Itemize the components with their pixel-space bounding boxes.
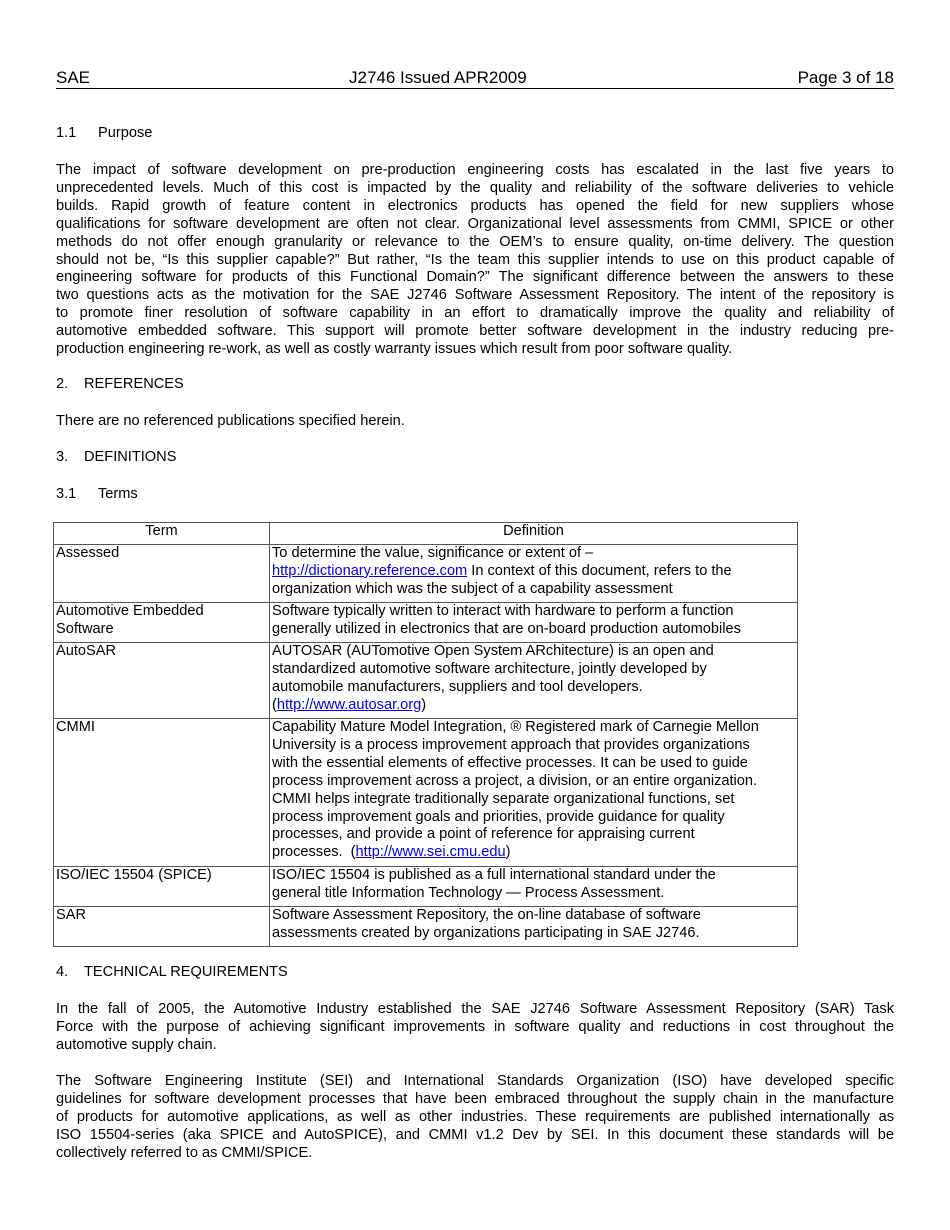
column-header-term: Term bbox=[54, 523, 270, 545]
term-cell bbox=[54, 643, 270, 719]
definition-cell bbox=[270, 867, 798, 907]
page-header bbox=[56, 68, 894, 89]
definition-text: processes, and provide a point of reference for appraising current bbox=[272, 826, 695, 843]
definition-text: ) bbox=[505, 844, 511, 861]
definition-text: To determine the value, significance or extent of – bbox=[272, 545, 594, 561]
section-title: Terms bbox=[98, 486, 138, 502]
term-cell bbox=[54, 907, 270, 947]
definition-text: Capability Mature Model Integration, ® Registered mark of Carnegie Mellon bbox=[272, 719, 759, 735]
definition-text: process improvement goals and priorities, provide guidance for quality bbox=[272, 808, 725, 825]
section-number: 3.1 bbox=[56, 486, 77, 502]
term-text: CMMI bbox=[56, 719, 95, 735]
text-line: In the fall of 2005, the Automotive Industry established the SAE J2746 Software Assessment Repository (SAR) Task bbox=[56, 1001, 894, 1017]
table-row bbox=[54, 603, 798, 643]
definition-text: standardized automotive software architecture, jointly developed by bbox=[272, 660, 707, 677]
term-cell bbox=[54, 545, 270, 603]
definition-text: processes. ( bbox=[272, 844, 356, 861]
text-line: ISO 15504-series (aka SPICE and AutoSPICE), and CMMI v1.2 Dev by SEI. In this document these standards will be bbox=[56, 1126, 894, 1143]
definition-text: AUTOSAR (AUTomotive Open System ARchitecture) is an open and bbox=[272, 643, 714, 659]
text-line: collectively referred to as CMMI/SPICE. bbox=[56, 1144, 313, 1161]
terms-table bbox=[53, 522, 798, 947]
definition-text: ISO/IEC 15504 is published as a full international standard under the bbox=[272, 867, 716, 883]
section-title: Purpose bbox=[98, 125, 153, 141]
text-line: The impact of software development on pre-production engineering costs has escalated in the last five years to bbox=[56, 162, 894, 178]
definition-text: Software Assessment Repository, the on-line database of software bbox=[272, 907, 701, 923]
table-header-row bbox=[54, 523, 798, 545]
definition-text: ( bbox=[272, 696, 277, 713]
definition-text: general title Information Technology — Process Assessment. bbox=[272, 884, 665, 901]
term-text: ISO/IEC 15504 (SPICE) bbox=[56, 867, 212, 883]
term-text: AutoSAR bbox=[56, 643, 117, 659]
definition-text: In context of this document, refers to the bbox=[467, 562, 732, 579]
column-header-definition: Definition bbox=[270, 523, 798, 545]
section-title: DEFINITIONS bbox=[84, 449, 177, 465]
section-1-1-heading bbox=[56, 125, 894, 143]
text-line: engineering software for products of this Functional Domain?” The significant difference between the answers to these bbox=[56, 269, 894, 286]
dictionary-link[interactable]: http://dictionary.reference.com bbox=[272, 562, 468, 579]
text-line: production engineering re-work, as well as costly warranty issues which result from poor software quality. bbox=[56, 341, 733, 358]
table-row bbox=[54, 867, 798, 907]
text-line: The Software Engineering Institute (SEI) and International Standards Organization (ISO) have developed specific bbox=[56, 1073, 894, 1089]
definition-text: assessments created by organizations participating in SAE J2746. bbox=[272, 924, 700, 941]
term-cell bbox=[54, 719, 270, 867]
text-line: automotive supply chain. bbox=[56, 1036, 217, 1053]
purpose-paragraph bbox=[56, 162, 894, 359]
definition-text: CMMI helps integrate traditionally separate organizational functions, set bbox=[272, 790, 735, 807]
definition-cell bbox=[270, 603, 798, 643]
section-title: TECHNICAL REQUIREMENTS bbox=[84, 964, 288, 980]
definition-cell bbox=[270, 719, 798, 867]
definition-cell bbox=[270, 545, 798, 603]
table-row bbox=[54, 719, 798, 867]
definition-text: organization which was the subject of a capability assessment bbox=[272, 580, 673, 597]
header-page-number: Page 3 of 18 bbox=[797, 68, 894, 87]
header-doc-id: J2746 Issued APR2009 bbox=[349, 68, 527, 87]
text-line: of products for automotive applications, as well as other industries. These requirements are published internationally as bbox=[56, 1108, 894, 1125]
text-line: to promote finer resolution of software capability in an effort to dramatically improve the quality and reliability of bbox=[56, 305, 894, 322]
term-cell bbox=[54, 603, 270, 643]
table-row bbox=[54, 643, 798, 719]
text-line: builds. Rapid growth of feature content in electronics products has opened the field for new suppliers whose bbox=[56, 197, 894, 214]
section-number: 2. bbox=[56, 376, 69, 392]
definition-text: ) bbox=[421, 696, 427, 713]
definition-cell bbox=[270, 643, 798, 719]
term-cell bbox=[54, 867, 270, 907]
definition-text: Software typically written to interact with hardware to perform a function bbox=[272, 603, 734, 619]
text-line: unprecedented levels. Much of this cost is impacted by the quality and reliability of the software deliveries to vehicle bbox=[56, 179, 894, 196]
definition-text: University is a process improvement approach that provides organizations bbox=[272, 736, 750, 753]
autosar-link[interactable]: http://www.autosar.org bbox=[276, 696, 422, 713]
definition-text: automobile manufacturers, suppliers and tool developers. bbox=[272, 678, 643, 695]
term-text: SAR bbox=[56, 907, 87, 923]
section-number: 1.1 bbox=[56, 125, 77, 141]
table-row bbox=[54, 907, 798, 947]
definition-text: generally utilized in electronics that are on-board production automobiles bbox=[272, 620, 741, 637]
term-text: Assessed bbox=[56, 545, 120, 561]
technical-paragraph-2 bbox=[56, 1073, 894, 1163]
section-title: REFERENCES bbox=[84, 376, 184, 392]
definition-cell bbox=[270, 907, 798, 947]
section-3-1-heading bbox=[56, 486, 894, 504]
section-4-heading bbox=[56, 964, 894, 982]
table-row bbox=[54, 545, 798, 603]
definition-text: process improvement across a project, a division, or an entire organization. bbox=[272, 772, 758, 789]
section-number: 4. bbox=[56, 964, 69, 980]
text-line: qualifications for software development are often not clear. Organizational level assessments from CMMI, SPICE or other bbox=[56, 215, 894, 232]
text-line: should not be, “Is this supplier capable?” But rather, “Is the team this supplier intends to use on this product capable of bbox=[56, 251, 894, 268]
section-number: 3. bbox=[56, 449, 69, 465]
header-org: SAE bbox=[56, 68, 91, 87]
section-3-heading bbox=[56, 449, 894, 467]
text-line: guidelines for software development processes that have been embraced throughout the supply chain in the manufacture bbox=[56, 1090, 894, 1107]
technical-paragraph-1 bbox=[56, 1001, 894, 1055]
text-line: two questions acts as the motivation for the SAE J2746 Software Assessment Repository. The intent of the repository is bbox=[56, 287, 894, 304]
text-line: methods do not offer enough granularity or relevance to the OEM’s to ensure quality, on-time delivery. The question bbox=[56, 233, 894, 250]
definition-text: with the essential elements of effective processes. It can be used to guide bbox=[272, 754, 748, 771]
term-text: Automotive Embedded bbox=[56, 603, 204, 619]
text-line: automotive embedded software. This support will promote better software development in the industry reducing pre- bbox=[56, 323, 894, 340]
section-2-heading bbox=[56, 376, 894, 394]
term-text: Software bbox=[56, 620, 114, 637]
text-line: Force with the purpose of achieving significant improvements in software quality and reductions in cost throughout the bbox=[56, 1018, 894, 1035]
sei-link[interactable]: http://www.sei.cmu.edu bbox=[355, 844, 506, 861]
references-text: There are no referenced publications specified herein. bbox=[56, 413, 405, 429]
